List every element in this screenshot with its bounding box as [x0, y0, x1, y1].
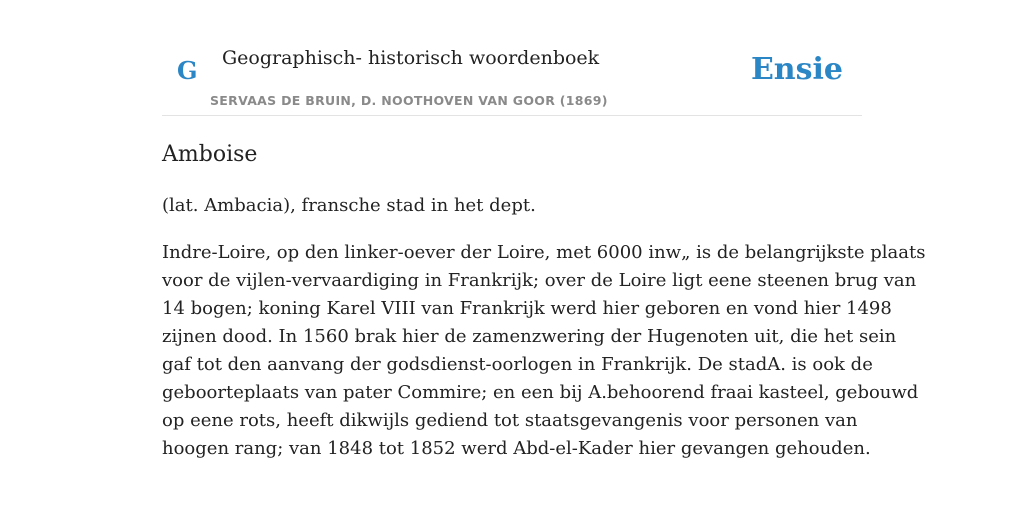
entry-paragraph-2: [162, 239, 926, 463]
book-title[interactable]: Geographisch- historisch woordenboek: [222, 47, 600, 69]
paragraph-line: zijnen dood. In 1560 brak hier de zamenzwering der Hugenoten uit, die het sein: [162, 326, 897, 347]
paragraph-line: geboorteplaats van pater Commire; en een bij A.behoorend fraai kasteel, gebouwd: [162, 382, 919, 403]
brand-logo[interactable]: Ensie: [750, 52, 843, 87]
paragraph-line: 14 bogen; koning Karel VIII van Frankrijk werd hier geboren en vond hier 1498: [162, 298, 892, 319]
book-author: SERVAAS DE BRUIN, D. NOOTHOVEN VAN GOOR (1869): [210, 93, 608, 108]
paragraph-line: op eene rots, heeft dikwijls gediend tot staatsgevangenis voor personen van: [162, 410, 858, 431]
page: [162, 0, 926, 512]
paragraph-line: voor de vijlen-vervaardiging in Frankrijk; over de Loire ligt eene steenen brug van: [162, 270, 917, 291]
book-logo-letter[interactable]: G: [177, 56, 198, 85]
paragraph-line: gaf tot den aanvang der godsdienst-oorlogen in Frankrijk. De stadA. is ook de: [162, 354, 873, 375]
entry-title: Amboise: [162, 142, 258, 167]
page-header: [162, 0, 862, 116]
entry-paragraph-1: (lat. Ambacia), fransche stad in het dept.: [162, 195, 536, 216]
paragraph-line: Indre-Loire, op den linker-oever der Loire, met 6000 inw„ is de belangrijkste plaats: [162, 242, 926, 263]
paragraph-line: hoogen rang; van 1848 tot 1852 werd Abd-el-Kader hier gevangen gehouden.: [162, 438, 871, 459]
